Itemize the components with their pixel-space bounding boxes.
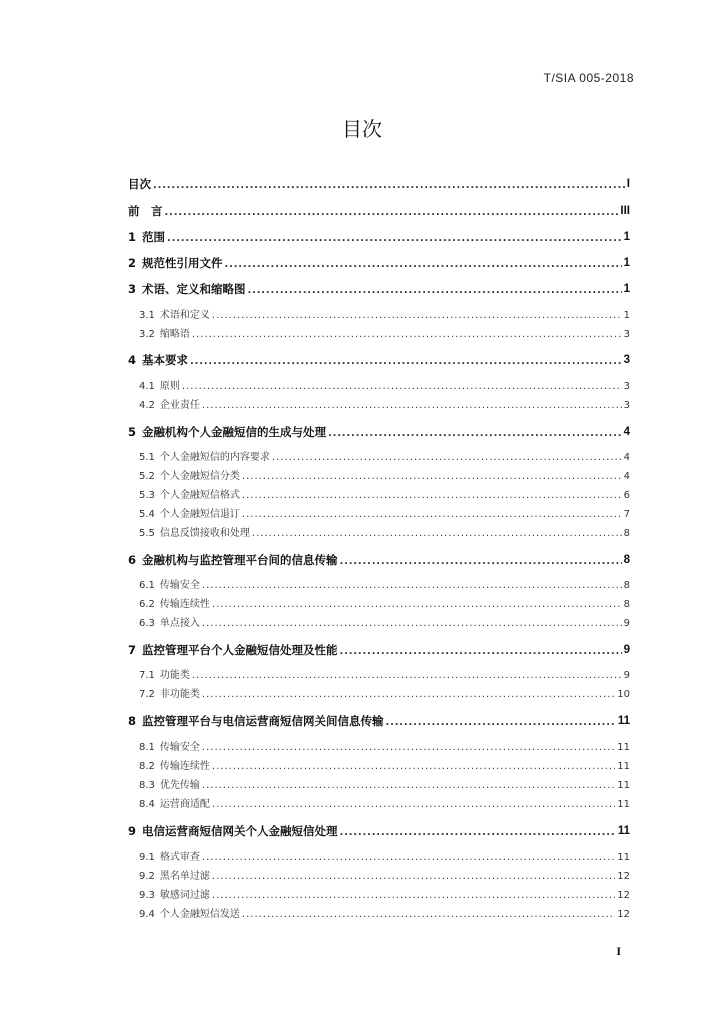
toc-dot-leader <box>242 472 622 482</box>
toc-entry-page: 3 <box>623 329 630 340</box>
toc-entry-page: 11 <box>617 852 630 863</box>
toc-entry-number: 3.2 <box>139 329 155 340</box>
toc-dot-leader <box>252 529 622 539</box>
toc-entry-page: 11 <box>617 799 630 810</box>
toc-entry-label: 功能类 <box>159 670 190 681</box>
toc-entry-label: 黑名单过滤 <box>159 871 210 882</box>
toc-entry-page: 11 <box>617 715 630 727</box>
toc-entry-label: 单点接入 <box>159 618 200 629</box>
toc-dot-leader <box>202 401 622 411</box>
toc-entry-label: 优先传输 <box>159 780 200 791</box>
toc-entry-page: 1 <box>623 310 630 321</box>
toc-entry[interactable] <box>139 800 630 810</box>
toc-entry[interactable] <box>139 330 630 340</box>
toc-entry-label: 缩略语 <box>159 329 190 340</box>
toc-entry[interactable] <box>139 529 630 539</box>
toc-entry-label: 术语、定义和缩略图 <box>142 282 246 296</box>
toc-entry-label: 术语和定义 <box>159 310 210 321</box>
toc-entry-label: 规范性引用文件 <box>142 256 223 270</box>
toc-dot-leader <box>202 581 622 591</box>
toc-dot-leader <box>225 260 622 270</box>
toc-entry[interactable] <box>139 600 630 610</box>
toc-entry-number: 6.1 <box>139 580 155 591</box>
toc-entry-page: 4 <box>623 426 630 438</box>
toc-entry-label: 个人金融短信格式 <box>159 490 240 501</box>
toc-entry-label: 个人金融短信发送 <box>159 909 240 920</box>
toc-entry-label: 基本要求 <box>142 353 189 367</box>
toc-entry[interactable] <box>139 781 630 791</box>
toc-entry-label: 个人金融短信的内容要求 <box>159 452 270 463</box>
toc-dot-leader <box>212 891 615 901</box>
toc-entry-page: 3 <box>623 400 630 411</box>
toc-entry-page: 11 <box>617 742 630 753</box>
toc-entry-number: 8.1 <box>139 742 155 753</box>
toc-dot-leader <box>212 762 615 772</box>
toc-entry-label: 监控管理平台个人金融短信处理及性能 <box>142 643 338 657</box>
toc-entry[interactable] <box>128 232 630 244</box>
toc-entry[interactable] <box>128 826 630 838</box>
toc-entry[interactable] <box>139 671 630 681</box>
toc-entry[interactable] <box>128 284 630 296</box>
toc-dot-leader <box>212 800 615 810</box>
toc-entry-number: 9 <box>128 824 137 838</box>
toc-entry-number: 7.2 <box>139 689 155 700</box>
toc-entry[interactable] <box>139 762 630 772</box>
toc-entry[interactable] <box>128 555 630 567</box>
toc-entry[interactable] <box>139 619 630 629</box>
toc-entry[interactable] <box>139 690 630 700</box>
toc-dot-leader <box>192 330 622 340</box>
toc-dot-leader <box>328 429 622 439</box>
toc-entry-number: 4 <box>128 353 137 367</box>
toc-entry-label: 范围 <box>142 230 166 244</box>
toc-entry-number: 5.2 <box>139 471 155 482</box>
toc-entry[interactable] <box>139 453 630 463</box>
toc-entry[interactable] <box>128 258 630 270</box>
toc-dot-leader <box>202 781 615 791</box>
toc-dot-leader <box>212 872 615 882</box>
toc-entry[interactable] <box>128 427 630 439</box>
toc-dot-leader <box>340 828 616 838</box>
toc-dot-leader <box>248 286 622 296</box>
toc-entry-label: 前 言 <box>128 204 163 218</box>
toc-entry-number: 7 <box>128 643 137 657</box>
toc-entry-label: 传输连续性 <box>159 761 210 772</box>
toc-entry-label: 电信运营商短信网关个人金融短信处理 <box>142 824 338 838</box>
toc-dot-leader <box>182 382 622 392</box>
toc-entry-number: 6 <box>128 553 137 567</box>
toc-entry-page: 1 <box>623 283 630 295</box>
toc-dot-leader <box>242 910 615 920</box>
toc-entry[interactable] <box>139 382 630 392</box>
document-id: T/SIA 005-2018 <box>543 71 634 85</box>
toc-entry-page: 7 <box>623 509 630 520</box>
toc-entry[interactable] <box>128 716 630 728</box>
toc-dot-leader <box>167 234 622 244</box>
toc-entry-label: 企业责任 <box>159 400 200 411</box>
toc-entry-label: 非功能类 <box>159 689 200 700</box>
toc-entry-page: III <box>620 205 630 217</box>
toc-entry-label: 个人金融短信分类 <box>159 471 240 482</box>
toc-entry[interactable] <box>128 355 630 367</box>
toc-dot-leader <box>202 853 615 863</box>
toc-entry-page: 12 <box>617 871 630 882</box>
toc-entry-page: 9 <box>623 644 630 656</box>
toc-entry[interactable] <box>128 206 630 218</box>
toc-entry-page: 6 <box>623 490 630 501</box>
toc-entry-number: 8 <box>128 714 137 728</box>
toc-entry-label: 监控管理平台与电信运营商短信网关间信息传输 <box>142 714 384 728</box>
toc-entry[interactable] <box>128 179 630 191</box>
toc-entry-page: 1 <box>623 231 630 243</box>
toc-entry-number: 4.1 <box>139 381 155 392</box>
toc-entry-number: 2 <box>128 256 137 270</box>
toc-entry-page: 10 <box>617 689 630 700</box>
toc-entry-number: 8.2 <box>139 761 155 772</box>
toc-entry-number: 5.3 <box>139 490 155 501</box>
toc-entry-number: 6.3 <box>139 618 155 629</box>
toc-entry[interactable] <box>139 581 630 591</box>
toc-entry[interactable] <box>139 510 630 520</box>
toc-entry-page: 1 <box>623 257 630 269</box>
toc-entry[interactable] <box>139 311 630 321</box>
toc-entry-number: 3.1 <box>139 310 155 321</box>
toc-entry-page: 12 <box>617 890 630 901</box>
toc-entry-number: 9.3 <box>139 890 155 901</box>
toc-entry-label: 传输安全 <box>159 580 200 591</box>
toc-dot-leader <box>153 181 625 191</box>
toc-entry-label: 运营商适配 <box>159 799 210 810</box>
toc-dot-leader <box>165 208 619 218</box>
toc-entry-number: 1 <box>128 230 137 244</box>
toc-entry-number: 9.2 <box>139 871 155 882</box>
toc-entry-number: 9.4 <box>139 909 155 920</box>
toc-entry-number: 3 <box>128 282 137 296</box>
toc-entry[interactable] <box>139 491 630 501</box>
toc-dot-leader <box>202 743 615 753</box>
toc-entry-page: 4 <box>623 471 630 482</box>
toc-entry-number: 5.5 <box>139 528 155 539</box>
toc-entry-number: 5.4 <box>139 509 155 520</box>
toc-entry[interactable] <box>139 910 630 920</box>
toc-dot-leader <box>242 510 622 520</box>
toc-entry-page: I <box>626 178 630 190</box>
toc-entry-label: 传输安全 <box>159 742 200 753</box>
toc-dot-leader <box>340 647 622 657</box>
toc-dot-leader <box>190 357 622 367</box>
toc-entry-number: 9.1 <box>139 852 155 863</box>
toc-entry-page: 8 <box>623 554 630 566</box>
toc-entry-page: 11 <box>617 761 630 772</box>
toc-entry-label: 敏感词过滤 <box>159 890 210 901</box>
toc-entry-page: 8 <box>623 580 630 591</box>
toc-entry-number: 8.3 <box>139 780 155 791</box>
toc-entry-page: 12 <box>617 909 630 920</box>
toc-entry[interactable] <box>139 743 630 753</box>
toc-dot-leader <box>272 453 622 463</box>
toc-dot-leader <box>242 491 622 501</box>
toc-entry-label: 信息反馈接收和处理 <box>159 528 250 539</box>
toc-entry-page: 4 <box>623 452 630 463</box>
toc-entry-number: 8.4 <box>139 799 155 810</box>
toc-entry-number: 4.2 <box>139 400 155 411</box>
toc-entry-number: 5.1 <box>139 452 155 463</box>
toc-entry-page: 9 <box>623 670 630 681</box>
toc-entry-label: 原则 <box>159 381 180 392</box>
toc-entry-label: 格式审查 <box>159 852 200 863</box>
toc-entry[interactable] <box>139 401 630 411</box>
toc-entry-label: 个人金融短信退订 <box>159 509 240 520</box>
toc-entry-label: 金融机构与监控管理平台间的信息传输 <box>142 553 338 567</box>
toc-entry-page: 8 <box>623 528 630 539</box>
toc-entry-number: 5 <box>128 425 137 439</box>
toc-dot-leader <box>192 671 622 681</box>
toc-dot-leader <box>212 600 622 610</box>
toc-entry-number: 6.2 <box>139 599 155 610</box>
toc-dot-leader <box>340 557 622 567</box>
toc-entry[interactable] <box>139 853 630 863</box>
toc-entry-label: 金融机构个人金融短信的生成与处理 <box>142 425 327 439</box>
toc-entry-page: 3 <box>623 354 630 366</box>
toc-entry-page: 8 <box>623 599 630 610</box>
toc-entry-number: 7.1 <box>139 670 155 681</box>
toc-entry-label: 目次 <box>128 177 151 191</box>
toc-dot-leader <box>202 690 615 700</box>
page-title: 目次 <box>342 117 382 141</box>
toc-dot-leader <box>386 718 616 728</box>
toc-entry[interactable] <box>128 645 630 657</box>
toc-entry-label: 传输连续性 <box>159 599 210 610</box>
toc-entry-page: 11 <box>617 780 630 791</box>
toc-entry-page: 3 <box>623 381 630 392</box>
toc-entry-page: 9 <box>623 618 630 629</box>
toc-entry-page: 11 <box>617 825 630 837</box>
toc-entry[interactable] <box>139 891 630 901</box>
toc-entry[interactable] <box>139 472 630 482</box>
toc-dot-leader <box>202 619 622 629</box>
page-number: I <box>616 944 621 958</box>
toc-entry[interactable] <box>139 872 630 882</box>
toc-dot-leader <box>212 311 622 321</box>
